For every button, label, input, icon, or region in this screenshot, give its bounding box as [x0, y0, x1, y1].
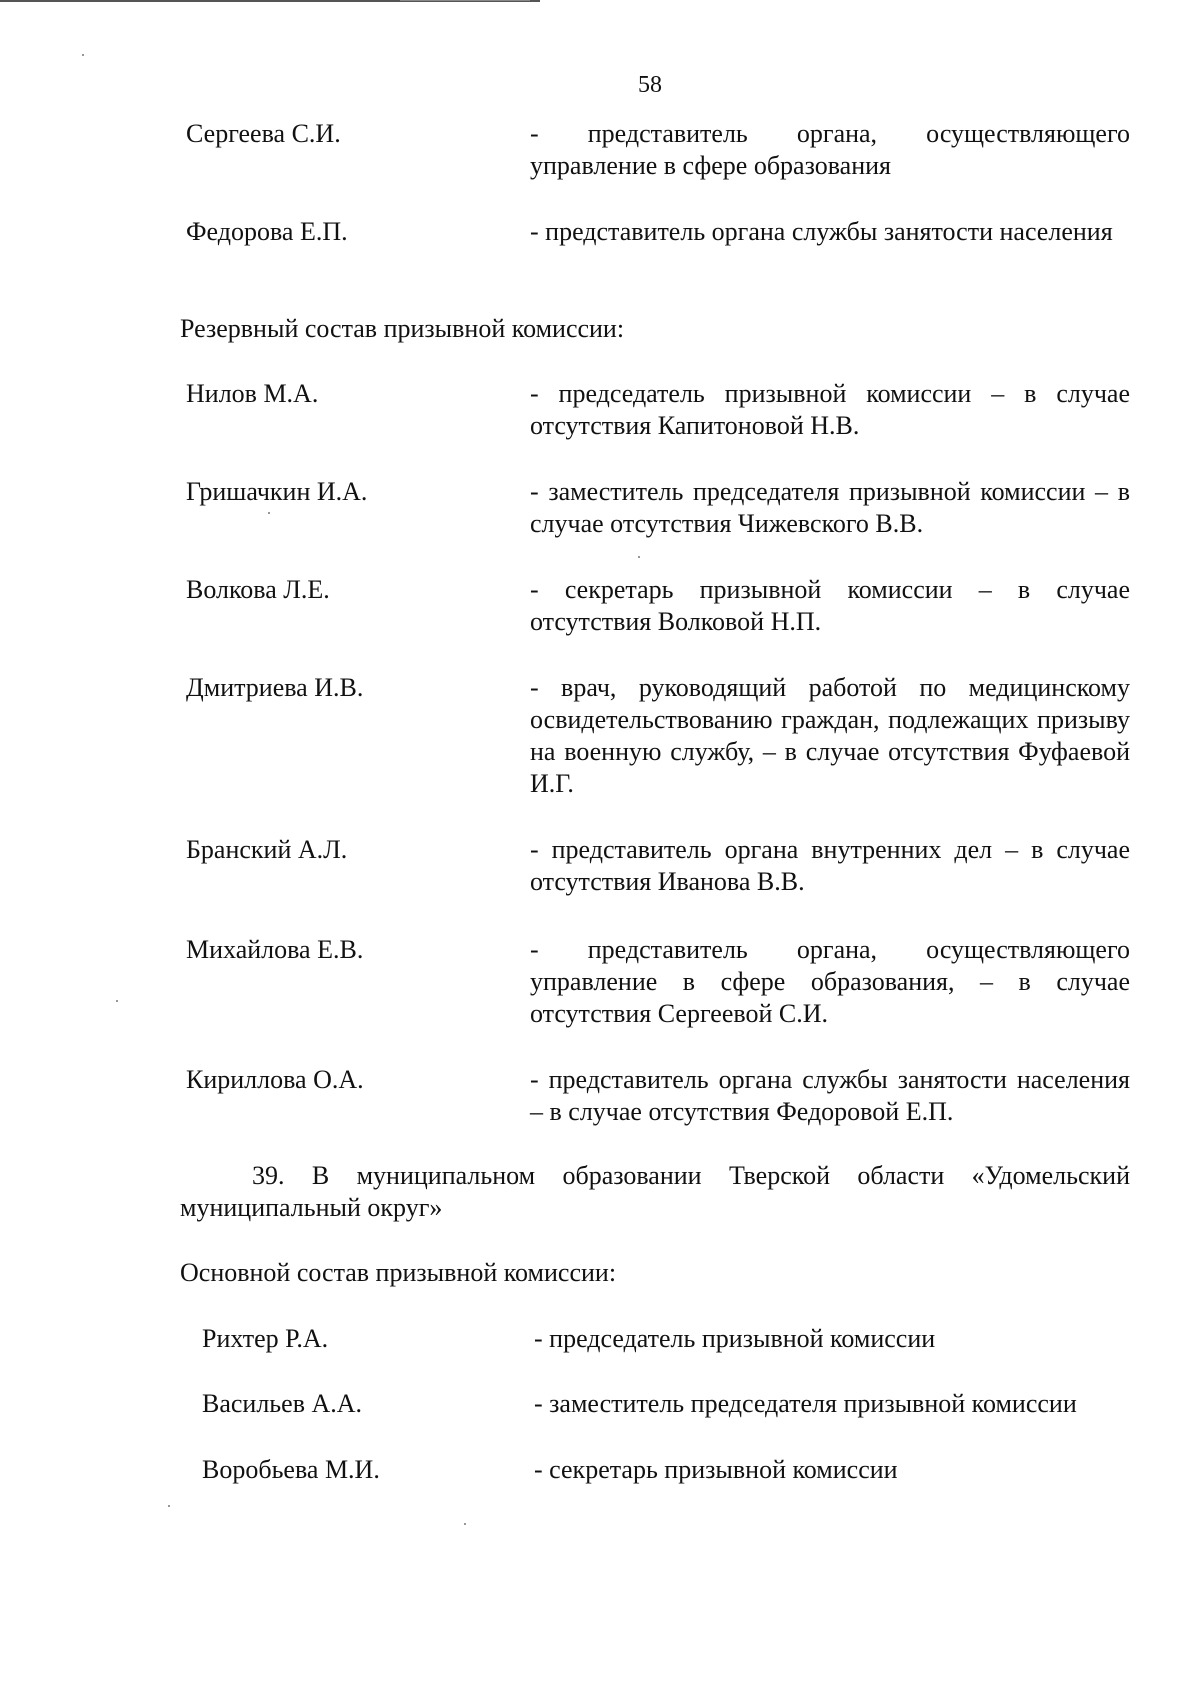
scan-speck [464, 1523, 466, 1525]
member-name: Нилов М.А. [186, 379, 319, 408]
scan-speck [82, 54, 84, 56]
section-paragraph: 39. В муниципальном образовании Тверской области «Удомельский муниципальный округ» [180, 1161, 1130, 1222]
member-name: Бранский А.Л. [186, 835, 348, 864]
member-role: - представитель органа службы занятости населения [530, 217, 1113, 246]
member-name: Дмитриева И.В. [186, 673, 364, 702]
member-role: - врач, руководящий работой по медицинскому освидетельствованию граждан, подлежащих призыву на военную службу, – в случае отсутствия Фуфаевой И.Г. [530, 673, 1130, 798]
scan-speck [168, 1505, 170, 1507]
member-role: - председатель призывной комиссии [534, 1324, 936, 1353]
member-role: - представитель органа службы занятости населения – в случае отсутствия Федоровой Е.П. [530, 1065, 1130, 1126]
scan-edge-line [400, 0, 530, 1]
member-role: - секретарь призывной комиссии – в случае отсутствия Волковой Н.П. [530, 575, 1130, 636]
scan-speck [116, 1000, 118, 1002]
member-name: Кириллова О.А. [186, 1065, 364, 1094]
member-name: Федорова Е.П. [186, 217, 348, 246]
member-role: - представитель органа, осуществляющего управление в сфере образования [530, 119, 1130, 180]
member-role: - представитель органа, осуществляющего управление в сфере образования, – в случае отсутствия Сергеевой С.И. [530, 935, 1130, 1028]
member-name: Сергеева С.И. [186, 119, 341, 148]
member-role: - заместитель председателя призывной комиссии [534, 1389, 1077, 1418]
scan-speck [638, 556, 640, 558]
member-name: Михайлова Е.В. [186, 935, 364, 964]
member-name: Волкова Л.Е. [186, 575, 330, 604]
member-role: - секретарь призывной комиссии [534, 1455, 898, 1484]
member-role: - заместитель председателя призывной комиссии – в случае отсутствия Чижевского В.В. [530, 477, 1130, 538]
scan-speck [268, 512, 270, 514]
member-name: Рихтер Р.А. [202, 1324, 329, 1353]
reserve-heading: Резервный состав призывной комиссии: [180, 314, 625, 343]
member-name: Васильев А.А. [202, 1389, 363, 1418]
member-name: Гришачкин И.А. [186, 477, 368, 506]
main-heading: Основной состав призывной комиссии: [180, 1258, 617, 1287]
member-role: - представитель органа внутренних дел – в случае отсутствия Иванова В.В. [530, 835, 1130, 896]
member-name: Воробьева М.И. [202, 1455, 380, 1484]
member-role: - председатель призывной комиссии – в случае отсутствия Капитоновой Н.В. [530, 379, 1130, 440]
page-number: 58 [638, 72, 662, 98]
